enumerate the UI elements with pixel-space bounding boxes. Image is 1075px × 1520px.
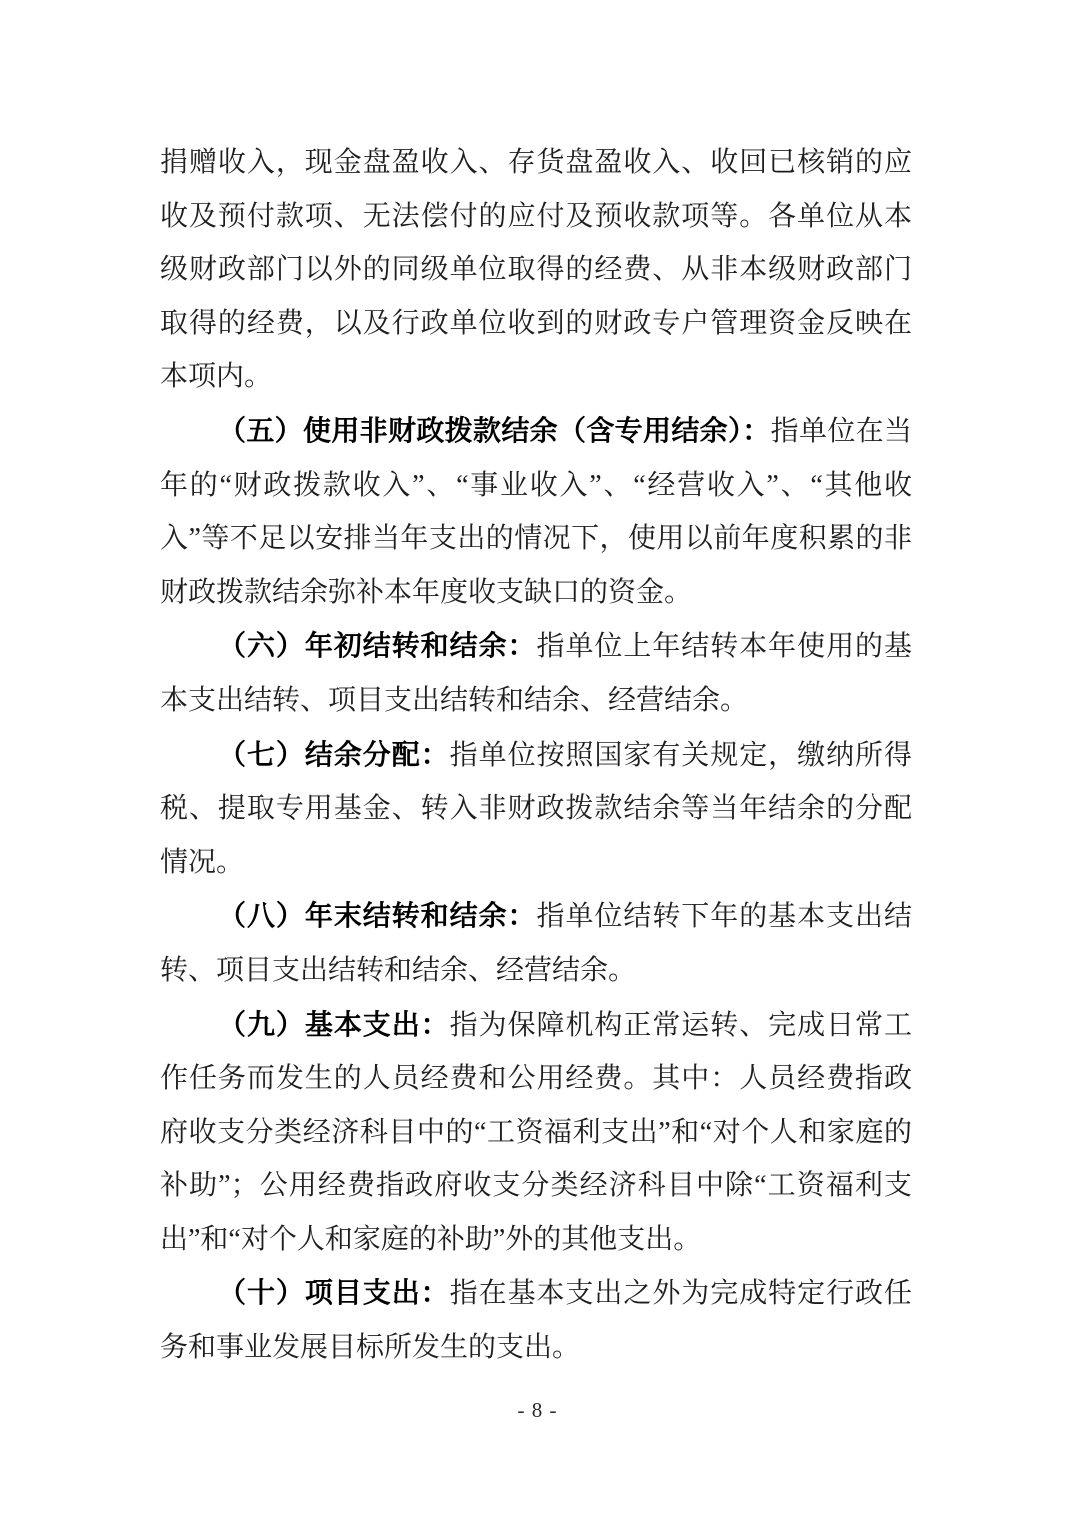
document-text [160, 135, 912, 1375]
paragraph [160, 404, 912, 619]
paragraph-text: 指为保障机构正常运转、完成日常工作任务而发生的人员经费和公用经费。其中：人员经费指政府收支分类经济科目中的“工资福利支出”和“对个人和家庭的补助”；公用经费指政府收支分类经济科目中除“工资福利支出”和“对个人和家庭的补助”外的其他支出。 [160, 1009, 912, 1255]
paragraph-text: 指单位上年结转本年使用的基本支出结转、项目支出结转和结余、经营结余。 [160, 631, 912, 716]
paragraph-text: 指单位按照国家有关规定，缴纳所得税、提取专用基金、转入非财政拨款结余等当年结余的分配情况。 [160, 739, 912, 878]
section-heading: （八）年末结转和结余： [218, 900, 537, 932]
paragraph [160, 1266, 912, 1374]
section-heading: （十）项目支出： [218, 1277, 450, 1309]
paragraph [160, 619, 912, 727]
paragraph [160, 728, 912, 890]
paragraph [160, 135, 912, 404]
paragraph-text: 指在基本支出之外为完成特定行政任务和事业发展目标所发生的支出。 [160, 1278, 912, 1364]
paragraph [160, 889, 912, 997]
paragraph-text: 指单位结转下年的基本支出结转、项目支出结转和结余、经营结余。 [160, 901, 912, 986]
section-heading: （七）结余分配： [218, 738, 450, 770]
paragraph-text: 捐赠收入，现金盘盈收入、存货盘盈收入、收回已核销的应收及预付款项、无法偿付的应付及预收款项等。各单位从本级财政部门以外的同级单位取得的经费、从非本级财政部门取得的经费，以及行政单位收到的财政专户管理资金反映在本项内。 [160, 147, 912, 393]
paragraph [160, 998, 912, 1267]
paragraph-text: 指单位在当年的“财政拨款收入”、“事业收入”、“经营收入”、“其他收入”等不足以安排当年支出的情况下，使用以前年度积累的非财政拨款结余弥补本年度收支缺口的资金。 [160, 415, 912, 608]
section-heading: （五）使用非财政拨款结余（含专用结余）： [218, 414, 771, 446]
section-heading: （九）基本支出： [218, 1008, 450, 1040]
page-number: - 8 - [517, 1398, 558, 1422]
section-heading: （六）年初结转和结余： [218, 630, 537, 662]
